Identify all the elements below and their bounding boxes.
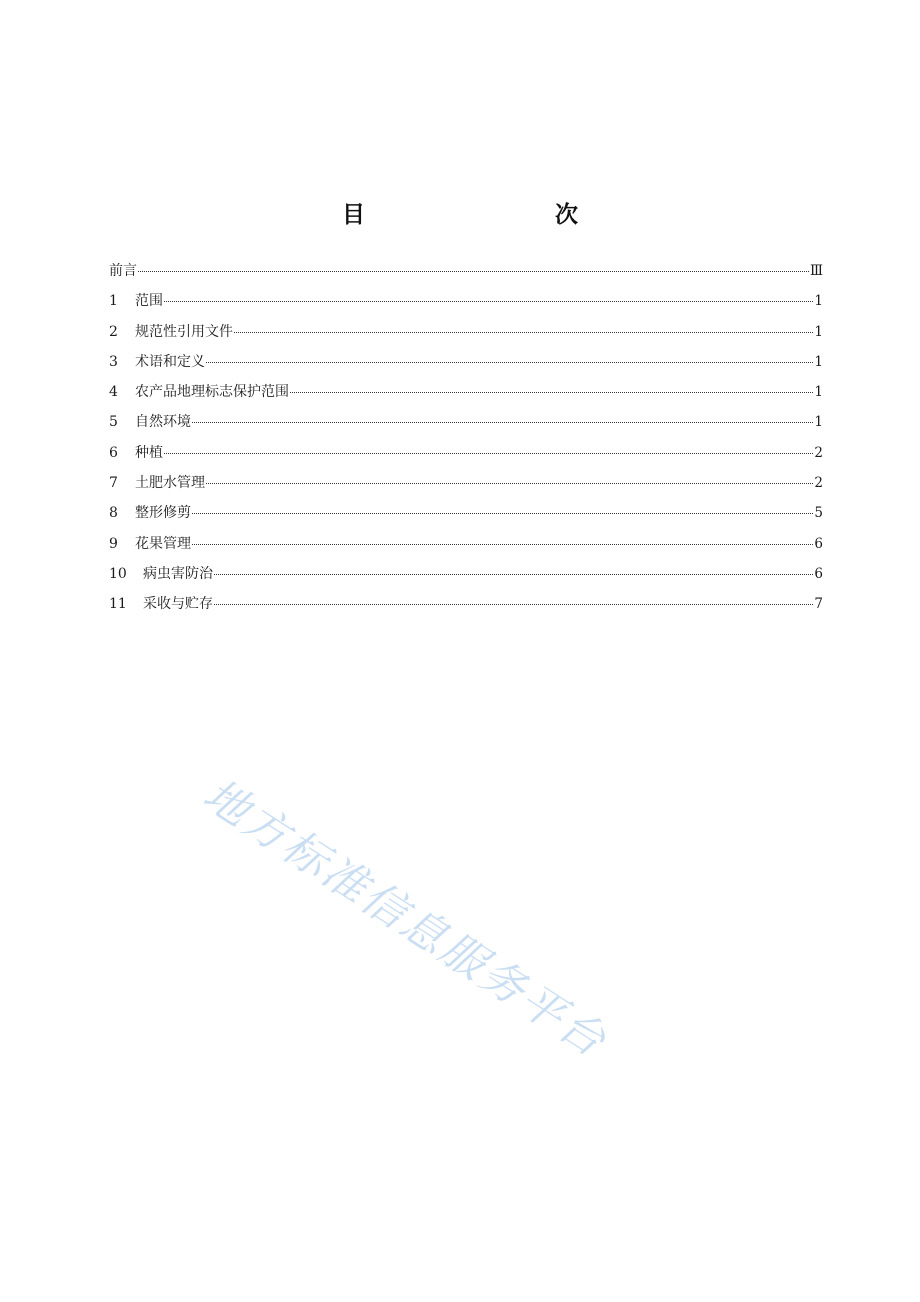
toc-section-number: 9 (109, 535, 118, 552)
toc-page-number: Ⅲ (809, 263, 823, 279)
toc-entry-label: 前言 (109, 263, 137, 279)
toc-entry-3[interactable] (109, 347, 823, 377)
table-of-contents (109, 256, 823, 620)
toc-dot-leader (164, 452, 813, 454)
toc-entry-label: 整形修剪 (135, 505, 191, 522)
toc-entry-9[interactable] (109, 529, 823, 559)
toc-page-number: 2 (814, 444, 823, 461)
toc-entry-foreword[interactable] (109, 256, 823, 286)
toc-section-number: 11 (109, 596, 127, 613)
toc-entry-label: 自然环境 (135, 414, 191, 431)
toc-section-number: 1 (109, 293, 118, 310)
toc-entry-label: 土肥水管理 (135, 475, 205, 492)
toc-section-number: 2 (109, 323, 118, 340)
toc-page-number: 6 (814, 535, 823, 552)
toc-dot-leader (192, 543, 813, 545)
toc-entry-1[interactable] (109, 286, 823, 316)
toc-page-number: 2 (814, 475, 823, 492)
toc-dot-leader (234, 331, 813, 333)
toc-section-number: 5 (109, 414, 118, 431)
toc-entry-label: 农产品地理标志保护范围 (135, 384, 289, 401)
toc-page-number: 1 (814, 414, 823, 431)
toc-page-number: 1 (814, 293, 823, 310)
toc-section-number: 4 (109, 384, 118, 401)
toc-dot-leader (192, 421, 813, 423)
toc-page-number: 6 (814, 565, 823, 582)
toc-entry-label: 范围 (135, 293, 163, 310)
toc-entry-label: 种植 (135, 444, 163, 461)
toc-dot-leader (214, 573, 813, 575)
toc-entry-10[interactable] (109, 559, 823, 589)
toc-dot-leader (192, 512, 813, 514)
toc-entry-label: 病虫害防治 (143, 565, 213, 582)
toc-page-number: 1 (814, 323, 823, 340)
toc-entry-2[interactable] (109, 317, 823, 347)
toc-dot-leader (138, 270, 809, 272)
toc-section-number: 6 (109, 444, 118, 461)
toc-page-number: 1 (814, 384, 823, 401)
toc-section-number: 3 (109, 353, 118, 370)
toc-dot-leader (206, 361, 813, 363)
toc-entry-label: 术语和定义 (135, 353, 205, 370)
toc-page-number: 5 (814, 505, 823, 522)
toc-entry-7[interactable] (109, 468, 823, 498)
toc-entry-label: 规范性引用文件 (135, 323, 233, 340)
toc-entry-6[interactable] (109, 438, 823, 468)
toc-section-number: 10 (109, 565, 127, 582)
toc-page-number: 7 (814, 596, 823, 613)
toc-entry-4[interactable] (109, 377, 823, 407)
toc-entry-label: 花果管理 (135, 535, 191, 552)
page-title: 目 次 (342, 202, 626, 229)
toc-section-number: 8 (109, 505, 118, 522)
toc-page-number: 1 (814, 353, 823, 370)
toc-dot-leader (206, 482, 813, 484)
toc-entry-11[interactable] (109, 589, 823, 619)
toc-dot-leader (164, 300, 813, 302)
watermark: 地方标准信息服务平台 (194, 769, 617, 1068)
toc-entry-5[interactable] (109, 407, 823, 437)
toc-dot-leader (214, 603, 813, 605)
toc-entry-label: 采收与贮存 (143, 596, 213, 613)
toc-entry-8[interactable] (109, 498, 823, 528)
toc-section-number: 7 (109, 475, 118, 492)
toc-dot-leader (290, 391, 813, 393)
